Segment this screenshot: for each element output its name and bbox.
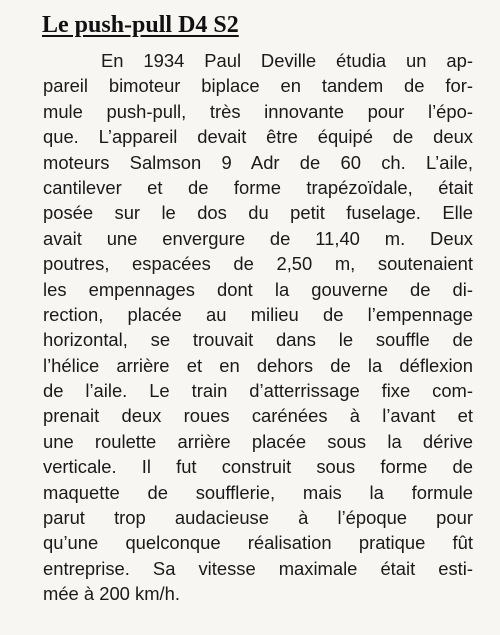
article-title: Le push-pull D4 S2 xyxy=(42,12,239,38)
body-line: poutres, espacées de 2,50 m, soutenaient xyxy=(43,253,473,275)
body-line: moteurs Salmson 9 Adr de 60 ch. L’aile, xyxy=(43,151,473,173)
body-line: que. L’appareil devait être équipé de deux xyxy=(43,126,473,148)
body-line: rection, placée au milieu de l’empennage xyxy=(43,303,473,325)
body-line: posée sur le dos du petit fuselage. Elle xyxy=(43,202,473,224)
body-line: une roulette arrière placée sous la dérive xyxy=(43,430,473,452)
body-line: les empennages dont la gouverne de di- xyxy=(43,278,473,300)
body-line: l’hélice arrière et en dehors de la déflexion xyxy=(43,354,473,376)
article-body xyxy=(43,48,473,607)
body-line: parut trop audacieuse à l’époque pour xyxy=(43,507,473,529)
body-line: verticale. Il fut construit sous forme de xyxy=(43,456,473,478)
body-line: entreprise. Sa vitesse maximale était esti- xyxy=(43,557,473,579)
body-line: En 1934 Paul Deville étudia un ap- xyxy=(101,50,473,71)
body-line: mée à 200 km/h. xyxy=(43,583,180,605)
body-line: qu’une quelconque réalisation pratique fût xyxy=(43,532,473,554)
body-line: mule push-pull, très innovante pour l’épo- xyxy=(43,100,473,122)
body-line: maquette de soufflerie, mais la formule xyxy=(43,481,473,503)
body-line: de l’aile. Le train d’atterrissage fixe com- xyxy=(43,380,473,402)
body-line: horizontal, se trouvait dans le souffle de xyxy=(43,329,473,351)
body-line: prenait deux roues carénées à l’avant et xyxy=(43,405,473,427)
body-line: cantilever et de forme trapézoïdale, était xyxy=(43,176,473,198)
body-line: pareil bimoteur biplace en tandem de for- xyxy=(43,75,473,97)
body-line: avait une envergure de 11,40 m. Deux xyxy=(43,227,473,249)
